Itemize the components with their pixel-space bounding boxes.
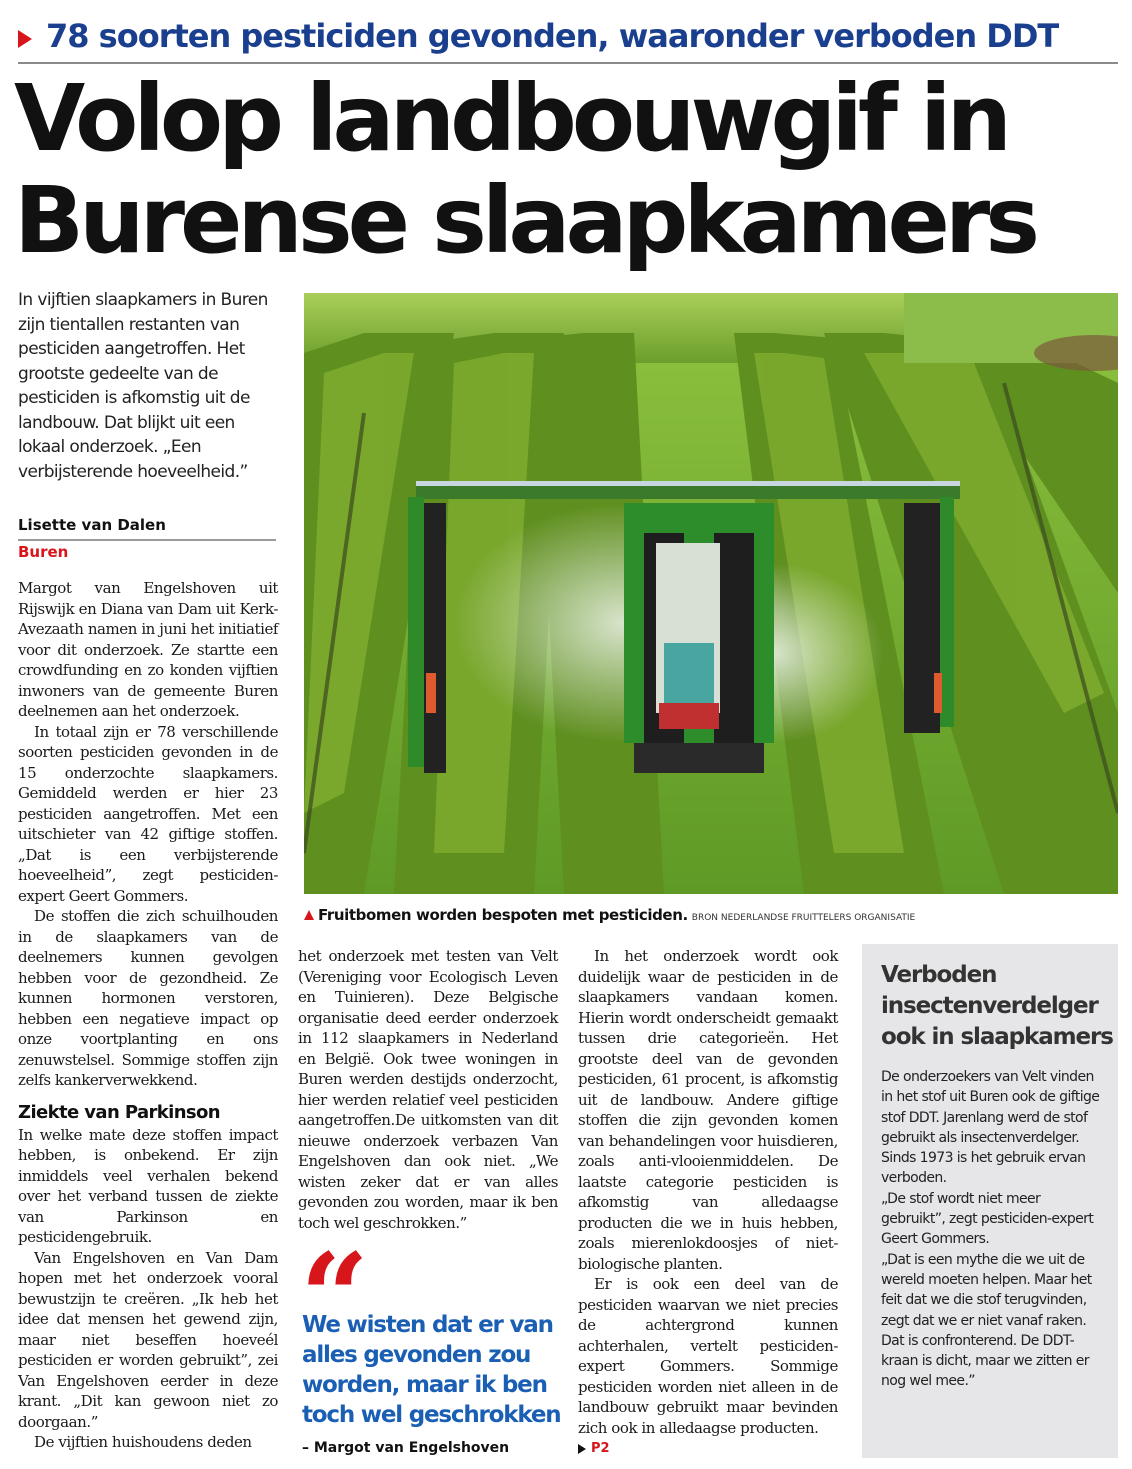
pullquote-line: alles gevonden zou xyxy=(302,1342,531,1368)
paragraph: De stoffen die zich schuilhouden in de slaapkamers van de deelnemers kunnen gevolgen hebben voor de gezondheid. Ze kunnen hormonen verstoren, hebben een negatieve impact op onze voortplanting en ons zenuwstelsel. Sommige stoffen zijn zelfs kankerverwekkend. xyxy=(18,907,278,1089)
column-3 xyxy=(578,946,838,1438)
sidebar-title-line: ook in slaapkamers xyxy=(881,1024,1113,1050)
sidebar-paragraph: „De stof wordt niet meer gebruikt”, zegt pesticiden-expert Geert Gommers. xyxy=(881,1190,1094,1248)
paragraph: In welke mate deze stoffen impact hebben, is onbekend. Er zijn inmiddels veel verhalen bekend over het verband tussen de ziekte van Parkinson en pesticidengebruik. xyxy=(18,1125,278,1246)
paragraph: Margot van Engelshoven uit Rijswijk en Diana van Dam uit Kerk-Avezaath namen in juni het initiatief voor dit onderzoek. Ze startte een crowdfunding en zo konden vijftien inwoners van de gemeente Buren deelnemen aan het onderzoek. xyxy=(18,579,278,720)
subhead-parkinson: Ziekte van Parkinson xyxy=(18,1101,221,1123)
paragraph: In totaal zijn er 78 verschillende soorten pesticiden gevonden in de 15 onderzochte slaapkamers. Gemiddeld werden er hier 23 pesticiden aangetroffen. Met een uitschieter van 42 giftige stoffen. „Dat is een verbijsterende hoeveelheid”, zegt pesticiden-expert Geert Gommers. xyxy=(18,722,278,905)
paragraph: het onderzoek met testen van Velt (Vereniging voor Ecologisch Leven en Tuinieren). Deze Belgische organisatie deed eerder onderzoek in 112 slaapkamers in Nederland en België. Ook twee woningen in Buren werden destijds onderzocht, hier werden relatief veel pesticiden aangetroffen.De uitkomsten van dit nieuwe onderzoek verbazen Van Engelshoven dan ook niet. „We wisten zeker dat er van alles gevonden zou worden, maar ik ben toch wel geschrokken.” xyxy=(298,947,558,1232)
headline-line-2: Burense slaapkamers xyxy=(14,167,1036,274)
dateline: Buren xyxy=(18,543,69,561)
headline xyxy=(14,65,1124,274)
continue-arrow-icon xyxy=(578,1444,586,1454)
pullquote-line: toch wel geschrokken xyxy=(302,1402,561,1428)
caption-text: Fruitbomen worden bespoten met pesticiden. xyxy=(318,906,688,924)
paragraph: Er is ook een deel van de pesticiden waarvan we niet precies de achtergrond kunnen achterhalen, vertelt pesticiden-expert Gommers. Sommige pesticiden worden niet alleen in de landbouw gebruikt maar bevinden zich ook in alledaagse producten. xyxy=(578,1275,838,1437)
caption-triangle-icon xyxy=(304,910,314,920)
sidebar-title-line: insectenverdelger xyxy=(881,993,1098,1019)
sidebar-title-line: Verboden xyxy=(881,962,997,988)
kicker-text: 78 soorten pesticiden gevonden, waaronder verboden DDT xyxy=(46,17,1059,55)
sidebar-body xyxy=(881,1067,1102,1392)
pullquote-line: We wisten dat er van xyxy=(302,1312,553,1338)
sidebar-paragraph: „Dat is een mythe die we uit de wereld moeten helpen. Maar het feit dat we die stof terugvinden, zegt dat we er niet vanaf raken. Dat is confronterend. De DDT-kraan is dicht, maar we zitten er nog wel mee.” xyxy=(881,1251,1092,1390)
caption-source: BRON NEDERLANDSE FRUITTELERS ORGANISATIE xyxy=(691,913,916,923)
quote-mark-icon: “ xyxy=(300,1227,370,1368)
kicker-arrow-icon xyxy=(18,30,32,48)
sidebar-box xyxy=(862,944,1118,1458)
author-rule xyxy=(18,539,276,541)
kicker xyxy=(18,14,1118,58)
paragraph: In het onderzoek wordt ook duidelijk waar de pesticiden in de slaapkamers vandaan komen. Hierin wordt onderscheidt gemaakt tussen drie categorieën. Het grootste deel van de gevonden pesticiden, 61 procent, is afkomstig uit de landbouw. Andere giftige stoffen die zijn gevonden komen van behandelingen voor huisdieren, zoals anti-vlooienmiddelen. De laatste categorie pesticiden is afkomstig van alledaagse producten die we in huis hebben, zoals mierenlokdoosjes of niet-biologische planten. xyxy=(578,947,838,1273)
author-name: Lisette van Dalen xyxy=(18,516,166,534)
headline-line-1: Volop landbouwgif in xyxy=(14,65,1007,172)
continue-reference[interactable] xyxy=(578,1441,610,1456)
sidebar-paragraph: De onderzoekers van Velt vinden in het stof uit Buren ook de giftige stof DDT. Jarenlang werd de stof gebruikt als insectenverdelger. Sinds 1973 is het gebruik ervan verboden. xyxy=(881,1069,1100,1187)
orchard-sprayer-illustration xyxy=(304,293,1118,894)
article-photo xyxy=(304,293,1118,894)
pullquote-line: worden, maar ik ben xyxy=(302,1372,547,1398)
column-1 xyxy=(18,578,278,1453)
sidebar-title xyxy=(881,960,1113,1053)
pullquote xyxy=(302,1310,574,1430)
pullquote-attribution: – Margot van Engelshoven xyxy=(302,1440,510,1456)
photo-caption xyxy=(304,906,1118,924)
intro-text: In vijftien slaapkamers in Buren zijn tientallen restanten van pesticiden aangetroffen. Het grootste gedeelte van de pesticiden is afkomstig uit de landbouw. Dat blijkt uit een lokaal onderzoek. „Een verbijsterende hoeveelheid.” xyxy=(18,290,268,482)
paragraph: Van Engelshoven en Van Dam hopen met het onderzoek vooral bewustzijn te creëren. „Ik heb het idee dat mensen het gewend zijn, maar niet beseffen hoeveél pesticiden er worden gebruikt”, zei Van Engelshoven eerder in deze krant. „Dit kan gewoon niet zo doorgaan.” xyxy=(18,1248,278,1431)
column-2 xyxy=(298,946,558,1233)
paragraph: De vijftien huishoudens deden xyxy=(34,1433,252,1451)
kicker-rule xyxy=(18,62,1118,64)
continue-page: P2 xyxy=(591,1441,610,1456)
